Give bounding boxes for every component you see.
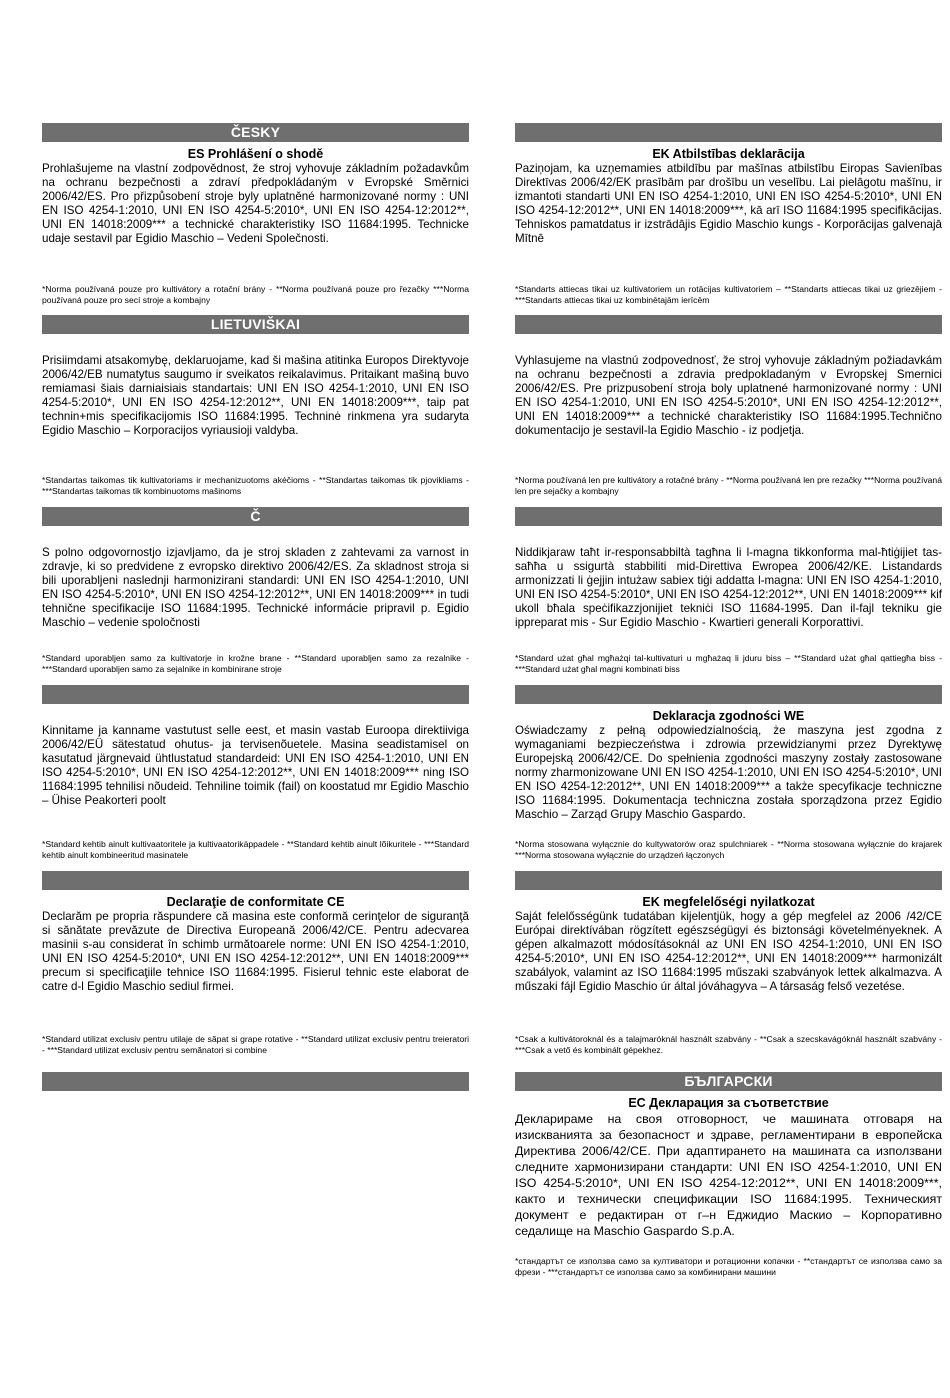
section-title: Declaraţie de conformitate CE — [166, 895, 345, 909]
section-header: ČESKY — [42, 123, 469, 142]
section-header: LIETUVIŠKAI — [42, 315, 469, 334]
section-title: EK Atbilstības deklarācija — [652, 147, 805, 161]
section-text: S polno odgovornostjo izjavljamo, da je stroj skladen z zahtevami za varnost in zdravje, ki so predvidene z evropsko direktivo 2006/42/ES. Za skladnost stroja si bili uporabljeni naslednji harmonizirani standardi: UNI EN ISO 4254-1:2010, UNI EN ISO 4254-5:2010*, UNI EN ISO 4254-12:2012**, UNI EN 14018:2009*** in tudi tehnične specifikacije ISO 11684:1995. Technické informácie pripravil p. Egidio Maschio – vedenie spoločnosti — [42, 546, 469, 629]
section-header — [515, 315, 942, 334]
section-footnote: *Norma používaná pouze pro kultivátory a rotační brány - **Norma používaná pouze pro řezačky ***Norma používaná pouze pro secí stroje a kombajny — [42, 284, 469, 305]
section-lithuanian — [42, 315, 469, 438]
section-text: Saját felelősségünk tudatában kijelentjük, hogy a gép megfelel az 2006 /42/CE Európai direktívában rögzített egészségügyi és biztonsági követelményeknek. A gépen alkalmazott módosításoknál az UNI EN ISO 4254-1:2010, UNI EN ISO 4254-5:2010*, UNI EN ISO 4254-12:2012**, UNI EN 14018:2009*** harmonizált szabályok, valamint az ISO 11684:1995 műszaki szabványok lettek alkalmazva. A műszaki fájl Egidio Maschio úr által jóváhagyva – A társaság felső vezetése. — [515, 910, 942, 993]
section-header — [515, 871, 942, 890]
section-title: ES Prohlášení o shodě — [187, 147, 324, 161]
section-title: EK megfelelőségi nyilatkozat — [642, 895, 815, 909]
section-text: Declarăm pe propria răspundere că masina este conformă cerinţelor de siguranţă si sănătate prevăzute de Directiva Europeană 2006/42/CE. Pentru adecvarea masinii s-au considerat în schimb următoarele norme: UNI EN ISO 4254-1:2010, UNI EN ISO 4254-5:2010*, UNI EN ISO 4254-12:2012**, UNI EN 14018:2009*** precum si specificaţiile tehnice ISO 11684:1995. Fisierul tehnic este elaborat de catre d-l Egidio Maschio sediul firmei. — [42, 910, 469, 993]
section-empty — [42, 1072, 469, 1091]
section-footnote: *Norma stosowana wyłącznie do kultywatorów oraz spulchniarek - **Norma stosowana wyłącznie do krajarek ***Norma stosowana wyłącznie do urządzeń łączonych — [515, 839, 942, 860]
section-title: Deklaracja zgodności WE — [652, 709, 805, 723]
section-text: Декларираме на своя отговорност, че машината отговаря на изискванията за безопасност и здраве, регламентирани в европейска Директива 2006/42/CE. При адаптирането на машината са използвани следните хармонизирани стандарти: UNI EN ISO 4254-1:2010, UNI EN ISO 4254-5:2010*, UNI EN ISO 4254-12:2012**, UNI EN 14018:2009***, както и технически спецификации ISO 11684:1995. Техническият документ е редактиран от г–н Еджидио Маскио – Корпоративно седалище на Maschio Gaspardo S.p.A. — [515, 1112, 942, 1238]
section-bulgarian — [515, 1072, 942, 1239]
section-hungarian — [515, 871, 942, 994]
section-estonian — [42, 685, 469, 808]
section-footnote: *Standard utilizat exclusiv pentru utilaje de săpat si grape rotative - **Standard utilizat exclusiv pentru treieratori - ***Standard utilizat exclusiv pentru semănatori si combine — [42, 1034, 469, 1055]
section-text: Niddikjaraw taħt ir-responsabbiltà tagħna li l-magna tikkonforma mal-ħtiġijiet tas-saħħa u ssigurtà stabbiliti mid-Direttiva Ewropea 2006/42/KE. Listandards armonizzati li ġejjin intużaw sabiex tiġi addatta l-magna: UNI EN ISO 4254-1:2010, UNI EN ISO 4254-5:2010*, UNI EN ISO 4254-12:2012**, UNI EN 14018:2009*** kif ukoll bħala speċifikazzjonijiet tekniċi ISO 11684-1995. Dan il-fajl tekniku gie ippreparat mis - Sur Egidio Maschio - Kwartieri generali Korporattivi. — [515, 546, 942, 629]
section-text: Oświadczamy z pełną odpowiedzialnością, że maszyna jest zgodna z wymaganiami bezpieczeństwa i zdrowia przewidzianymi przez Dyrektywę Europejską 2006/42/CE. Do spełnienia zgodności maszyny zostały zastosowane normy zharmonizowane UNI EN ISO 4254-1:2010, UNI EN ISO 4254-5:2010*, UNI EN ISO 4254-12:2012**, UNI EN 14018:2009*** a także specyfikacje techniczne ISO 11684:1995. Dokumentacja techniczna została sporządzona przez Egidio Maschio – Zarząd Grupy Maschio Gaspardo. — [515, 724, 942, 821]
section-header: БЪЛГАРСКИ — [515, 1072, 942, 1091]
section-footnote: *Standartas taikomas tik kultivatoriams ir mechanizuotoms akėčioms - **Standartas taikomas tik pjovikliams - ***Standartas taikomas tik kombinuotoms mašinoms — [42, 475, 469, 496]
section-footnote: *Standard użat għal mgħażqi tal-kultivaturi u mgħażaq li jduru biss – **Standard użat għal qattiegħa biss - ***Standard użat għal magni kombinati biss — [515, 653, 942, 674]
section-header — [42, 871, 469, 890]
section-latvian — [515, 123, 942, 246]
section-footnote: *Standard kehtib ainult kultivaatoritele ja kultivaatorikäppadele - **Standard kehtib ainult lõikuritele - ***Standard kehtib ainult kombineeritud masinatele — [42, 839, 469, 860]
section-text: Prisiimdami atsakomybę, deklaruojame, kad ši mašina atitinka Europos Direktyvoje 2006/42/EB numatytus saugumo ir sveikatos reikalavimus. Pritaikant mašiną buvo remiamasi šiais darniaisiais standartais: UNI EN ISO 4254-1:2010, UNI EN ISO 4254-5:2010*, UNI EN ISO 4254-12:2012**, UNI EN 14018:2009***, taip pat technin+mis specifikacijomis ISO 11684:1995. Techninė rinkmena yra sudaryta Egidio Maschio – Korporacijos vyriausioji valdyba. — [42, 354, 469, 437]
section-text: Prohlašujeme na vlastní zodpovědnost, že stroj vyhovuje základním požadavkům na ochranu bezpečnosti a zdraví předpokládaným v Evropské Směrnici 2006/42/ES. Pro přizpůsobení stroje byly uplatněné harmonizované normy : UNI EN ISO 4254-1:2010, UNI EN ISO 4254-5:2010*, UNI EN ISO 4254-12:2012**, UNI EN 14018:2009*** a technické charakteristiky ISO 11684:1995. Technicke udaje sestavil par Egidio Maschio – Vedeni Společnosti. — [42, 162, 469, 245]
section-header — [515, 123, 942, 142]
section-footnote: *стандартът се използва само за култиватори и ротационни копачки - **стандартът се използва само за фрези - ***стандартът се използва само за комбинирани машини — [515, 1256, 942, 1277]
section-title — [42, 338, 469, 354]
section-header — [515, 685, 942, 704]
section-header: Č — [42, 507, 469, 526]
section-romanian — [42, 871, 469, 994]
section-header — [515, 507, 942, 526]
section-polish — [515, 685, 942, 822]
section-footnote: *Csak a kultivátoroknál és a talajmaróknál használt szabvány - **Csak a szecskavágóknál használt szabvány - ***Csak a vető és kombinált gépekhez. — [515, 1034, 942, 1055]
section-header — [42, 1072, 469, 1091]
section-title — [515, 338, 942, 354]
section-slovenian — [42, 507, 469, 630]
section-title: ЕС Декларация за съответствие — [628, 1096, 829, 1110]
section-text: Paziņojam, ka uzņemamies atbildību par mašīnas atbilstību Eiropas Savienības Direktīvas 2006/42/EK prasībām par drošību un veselību. Lai pielāgotu mašīnu, ir izmantoti standarti UNI EN ISO 4254-1:2010, UNI EN ISO 4254-5:2010*, UNI EN ISO 4254-12:2012**, UNI EN 14018:2009***, kā arī ISO 11684:1995 specifikācijas. Tehniskos pamatdatus ir izstrādājis Egidio Maschio kungs - Korporācijas galvenajā Mītnē — [515, 162, 942, 245]
section-text: Kinnitame ja kanname vastutust selle eest, et masin vastab Euroopa direktiiviga 2006/42/EÜ sätestatud ohutus- ja tervisenõuetele. Masina seadistamisel on kasutatud järgnevaid ühtlustatud standardeid: UNI EN ISO 4254-1:2010, UNI EN ISO 4254-5:2010*, UNI EN ISO 4254-12:2012**, UNI EN 14018:2009*** ning ISO 11684:1995 tehnilisi nõudeid. Tehniline toimik (fail) on koostatud mr Egidio Maschio – Ühise Peakorteri poolt — [42, 724, 469, 807]
section-text: Vyhlasujeme na vlastnú zodpovednosť, že stroj vyhovuje základným požiadavkám na ochranu bezpečnosti a zdravia predpokladaným v Evropskej Smernici 2006/42/ES. Pre prizpusobení stroja boly uplatnené harmonizované normy : UNI EN ISO 4254-1:2010, UNI EN ISO 4254-5:2010*, UNI EN ISO 4254-12:2012**, UNI EN 14018:2009*** a technické charakteristiky ISO 11684:1995.Technično dokumentacijo je sestavil-la Egidio Maschio - iz podjetja. — [515, 354, 942, 437]
section-slovak — [515, 315, 942, 438]
section-header — [42, 685, 469, 704]
section-czech — [42, 123, 469, 246]
section-footnote: *Standarts attiecas tikai uz kultivatoriem un rotācijas kultivatoriem – **Standarts attiecas tikai uz griezējiem - ***Standarts attiecas tikai uz kombinētajām ierīcēm — [515, 284, 942, 305]
section-maltese — [515, 507, 942, 630]
section-title — [42, 708, 469, 724]
section-title — [42, 530, 469, 546]
section-title — [515, 530, 942, 546]
section-footnote: *Norma používaná len pre kultivátory a rotačné brány - **Norma používaná len pre rezačky ***Norma používaná len pre sejačky a kombajny — [515, 475, 942, 496]
section-footnote: *Standard uporabljen samo za kultivatorje in krožne brane - **Standard uporabljen samo za rezalnike - ***Standard uporabljen samo za sejalnike in kombinirane stroje — [42, 653, 469, 674]
